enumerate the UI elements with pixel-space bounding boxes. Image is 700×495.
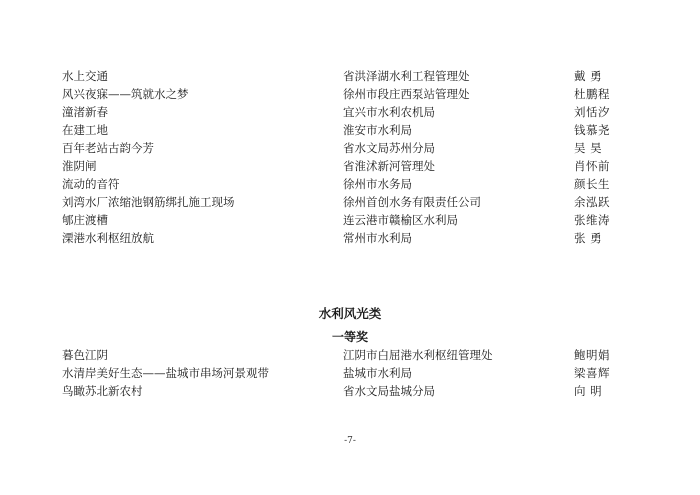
entry-author: 钱慕尧 — [574, 123, 610, 137]
entry-author: 余泓跃 — [574, 195, 610, 209]
entry-author: 向 明 — [574, 384, 603, 398]
entry-title: 潼渚新春 — [62, 105, 108, 119]
entry-author: 吴 昊 — [574, 141, 603, 155]
entry-title: 暮色江阴 — [62, 348, 108, 362]
entry-title: 溧港水利枢纽放航 — [62, 231, 154, 245]
list-item — [0, 211, 700, 229]
list-item — [0, 121, 700, 139]
entry-unit: 省水文局盐城分局 — [343, 384, 435, 398]
entry-unit: 省淮沭新河管理处 — [343, 159, 435, 173]
list-item — [0, 67, 700, 85]
entry-unit: 常州市水利局 — [343, 231, 412, 245]
entry-title: 刘湾水厂浓缩池钢筋绑扎施工现场 — [62, 195, 235, 209]
entry-author: 颜长生 — [574, 177, 610, 191]
entry-unit: 江阴市白屈港水利枢纽管理处 — [343, 348, 493, 362]
entry-unit: 宜兴市水利农机局 — [343, 105, 435, 119]
entry-unit: 徐州首创水务有限责任公司 — [343, 195, 481, 209]
list-item — [0, 175, 700, 193]
entry-author: 鲍明娟 — [574, 348, 610, 362]
list-item — [0, 157, 700, 175]
entry-title: 风兴夜寐——筑就水之梦 — [62, 87, 189, 101]
entry-title: 水上交通 — [62, 69, 108, 83]
entry-author: 刘恬汐 — [574, 105, 610, 119]
entry-title: 在建工地 — [62, 123, 108, 137]
section-heading: 水利风光类 — [318, 306, 382, 321]
entry-unit: 徐州市水务局 — [343, 177, 412, 191]
entry-title: 百年老站古韵今芳 — [62, 141, 154, 155]
list-item — [0, 103, 700, 121]
entry-unit: 省洪泽湖水利工程管理处 — [343, 69, 470, 83]
entry-author: 杜鹏程 — [574, 87, 610, 101]
entry-unit: 省水文局苏州分局 — [343, 141, 435, 155]
entry-unit: 淮安市水利局 — [343, 123, 412, 137]
list-item — [0, 139, 700, 157]
entry-title: 郇庄渡槽 — [62, 213, 108, 227]
list-item — [0, 346, 700, 364]
entry-author: 肖怀前 — [574, 159, 610, 173]
entry-title: 鸟瞰苏北新农村 — [62, 384, 143, 398]
entry-title: 流动的音符 — [62, 177, 120, 191]
entry-unit: 盐城市水利局 — [343, 366, 412, 380]
list-item — [0, 364, 700, 382]
list-item — [0, 193, 700, 211]
award-heading: 一等奖 — [331, 330, 368, 344]
entry-unit: 连云港市赣榆区水利局 — [343, 213, 458, 227]
entry-unit: 徐州市段庄西泵站管理处 — [343, 87, 470, 101]
page-number: -7- — [344, 436, 356, 446]
entry-title: 淮阴闸 — [62, 159, 97, 173]
entry-author: 张维涛 — [574, 213, 610, 227]
entry-author: 张 勇 — [574, 231, 603, 245]
list-item — [0, 382, 700, 400]
entry-author: 戴 勇 — [574, 69, 603, 83]
list-item — [0, 85, 700, 103]
list-item — [0, 229, 700, 247]
entry-title: 水清岸美好生态——盐城市串场河景观带 — [62, 366, 269, 380]
entry-author: 梁喜辉 — [574, 366, 610, 380]
